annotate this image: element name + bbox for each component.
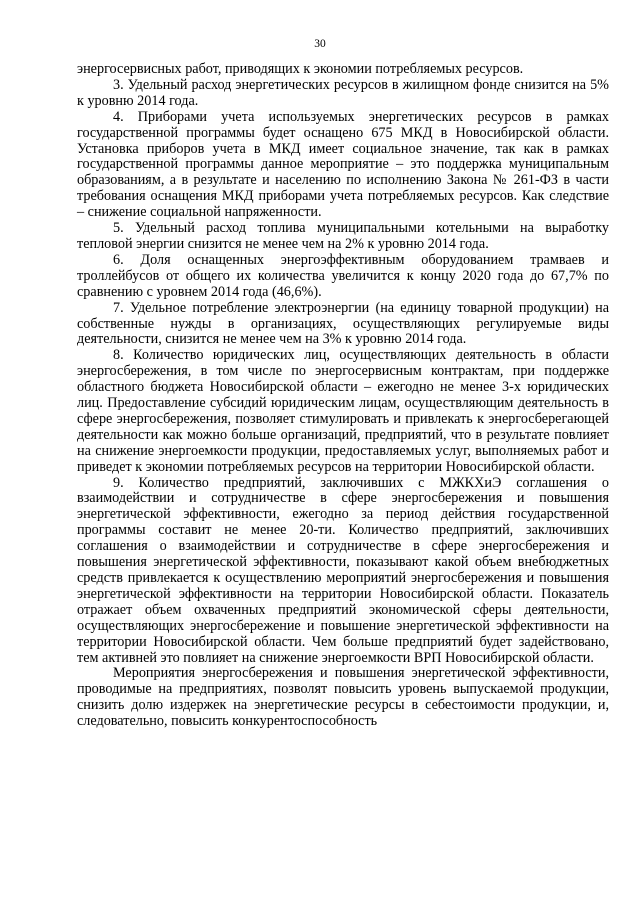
paragraph-item-5: 5. Удельный расход топлива муниципальными котельными на выработку тепловой энергии снизится не менее чем на 2% к уровню 2014 года. (77, 220, 609, 252)
paragraph-item-3: 3. Удельный расход энергетических ресурсов в жилищном фонде снизится на 5% к уровню 2014 года. (77, 76, 609, 109)
paragraph-item-4: 4. Приборами учета используемых энергетических ресурсов в рамках государственной программы будет оснащено 675 МКД в Новосибирской области. Установка приборов учета в МКД имеет социальное значение, так как в рамках государственной программы данное мероприятие – это поддержка муниципальным образованиям, а в результате и населению по исполнению Закона № 261-ФЗ в части требования оснащения МКД приборами учета потребляемых ресурсов. Как следствие – снижение социальной напряженности. (77, 108, 609, 221)
document-body (77, 62, 609, 730)
paragraph-item-9: 9. Количество предприятий, заключивших с МЖКХиЭ соглашения о взаимодействии и сотрудничестве в сфере энергосбережения и повышения энергетической эффективности, ежегодно за период действия государственной программы составит не менее 20-ти. Количество предприятий, заключивших соглашения о взаимодействии и сотрудничестве в сфере энергосбережения и повышения энергетической эффективности, показывают какой объем внебюджетных средств привлекается к осуществлению мероприятий энергосбережения и повышения энергетической эффективности на территории Новосибирской области. Показатель отражает объем охваченных предприятий экономической сферы деятельности, осуществляющих энергосбережение и повышение энергетической эффективности на территории Новосибирской области. Чем больше предприятий будет задействовано, тем активней это повлияет на снижение энергоемкости ВРП Новосибирской области. (77, 474, 609, 666)
paragraph-item-8: 8. Количество юридических лиц, осуществляющих деятельность в области энергосбережения, в том числе по энергосервисным контрактам, при поддержке областного бюджета Новосибирской области – ежегодно не менее 3-х юридических лиц. Предоставление субсидий юридическим лицам, осуществляющим деятельность в сфере энергосбережения, позволяет стимулировать и привлекать к энергосберегающей деятельности как можно больше организаций, предприятий, что в результате повлияет на снижение энергоемкости продукции, предоставляемых услуг, выполняемых работ и приведет к экономии потребляемых ресурсов на территории Новосибирской области. (77, 347, 609, 475)
page-number: 30 (314, 38, 326, 50)
paragraph-item-6: 6. Доля оснащенных энергоэффективным оборудованием трамваев и троллейбусов от общего их количества увеличится к концу 2020 года до 67,7% по сравнению с уровнем 2014 года (46,6%). (77, 251, 609, 300)
paragraph-item-7: 7. Удельное потребление электроэнергии (на единицу товарной продукции) на собственные нужды в организациях, осуществляющих регулируемые виды деятельности, снизится не менее чем на 3% к уровню 2014 года. (77, 299, 609, 348)
paragraph-measures: Мероприятия энергосбережения и повышения энергетической эффективности, проводимые на предприятиях, позволят повысить уровень выпускаемой продукции, снизить долю издержек на энергетические ресурсы в себестоимости продукции, и, следовательно, повысить конкурентоспособность (77, 665, 609, 730)
paragraph-continuation: энергосервисных работ, приводящих к экономии потребляемых ресурсов. (77, 61, 524, 77)
